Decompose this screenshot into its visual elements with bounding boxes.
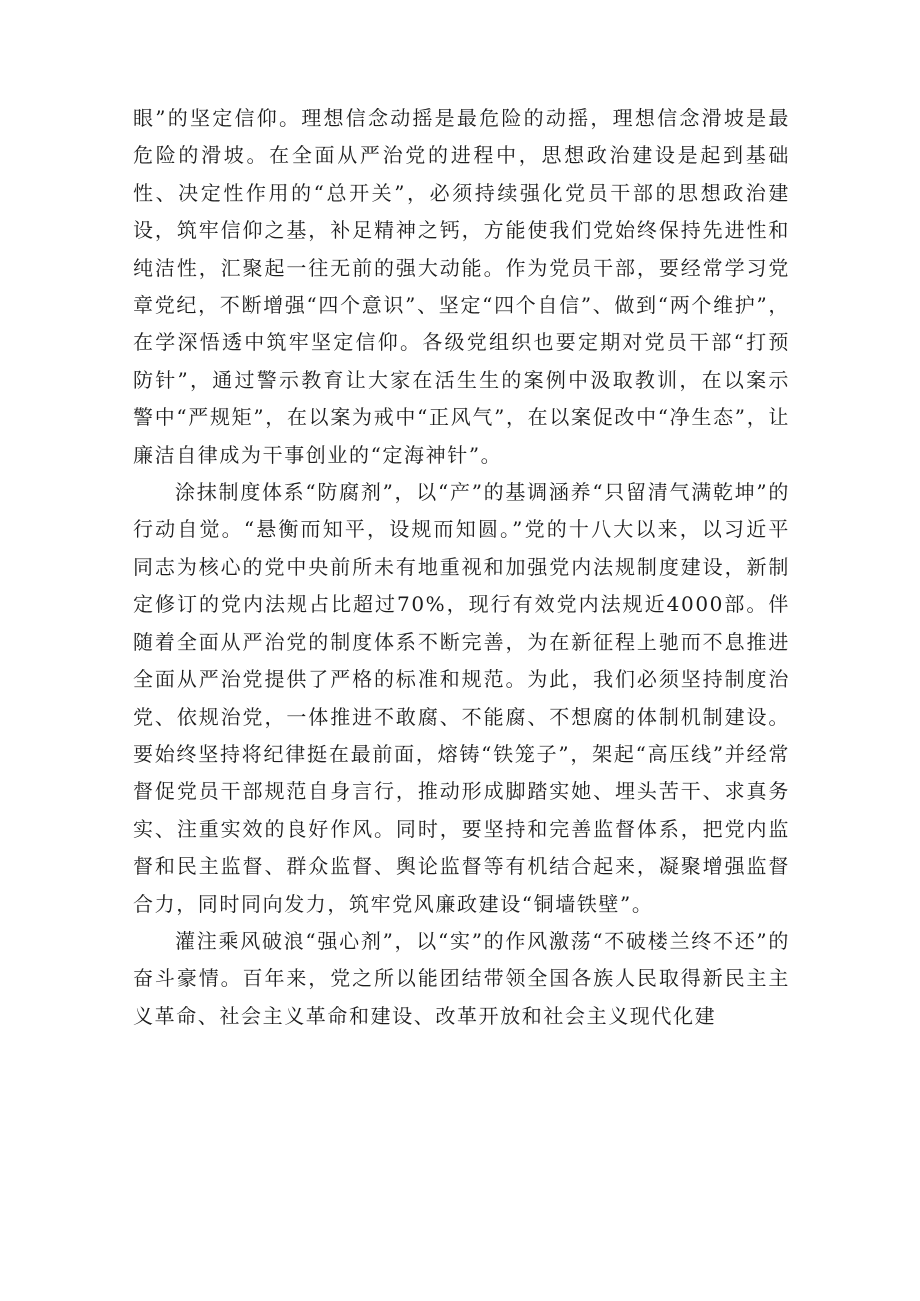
paragraph-2: 涂抹制度体系“防腐剂”，以“产”的基调涵养“只留清气满乾坤”的行动自觉。“悬衡而知平，设规而知圆。”党的十八大以来，以习近平同志为核心的党中央前所未有地重视和加强党内法规制度建设，新制定修订的党内法规占比超过70%，现行有效党内法规近4000部。伴随着全面从严治党的制度体系不断完善，为在新征程上驰而不息推进全面从严治党提供了严格的标准和规范。为此，我们必须坚持制度治党、依规治党，一体推进不敢腐、不能腐、不想腐的体制机制建设。要始终坚持将纪律挺在最前面，熔铸“铁笼子”，架起“高压线”并经常督促党员干部规范自身言行，推动形成脚踏实她、埋头苦干、求真务实、注重实效的良好作风。同时，要坚持和完善监督体系，把党内监督和民主监督、群众监督、舆论监督等有机结合起来，凝聚增强监督合力，同时同向发力，筑牢党风廉政建设“铜墙铁壁”。 xyxy=(133,480,790,916)
paragraph-3: 灌注乘风破浪“强心剂”，以“实”的作风激荡“不破楼兰终不还”的奋斗豪情。百年来，党之所以能团结带领全国各族人民取得新民主主义革命、社会主义革命和建设、改革开放和社会主义现代化建 xyxy=(133,928,790,1028)
paragraph-1: 眼”的坚定信仰。理想信念动摇是最危险的动摇，理想信念滑坡是最危险的滑坡。在全面从严治党的进程中，思想政治建设是起到基础性、决定性作用的“总开关”，必须持续强化党员干部的思想政治建设，筑牢信仰之基，补足精神之钙，方能使我们党始终保持先进性和纯洁性，汇聚起一往无前的强大动能。作为党员干部，要经常学习党章党纪，不断增强“四个意识”、坚定“四个自信”、做到“两个维护”，在学深悟透中筑牢坚定信仰。各级党组织也要定期对党员干部“打预防针”，通过警示教育让大家在活生生的案例中汲取教训，在以案示警中“严规矩”，在以案为戒中“正风气”，在以案促改中“净生态”，让廉洁自律成为干事创业的“定海神针”。 xyxy=(133,106,790,467)
